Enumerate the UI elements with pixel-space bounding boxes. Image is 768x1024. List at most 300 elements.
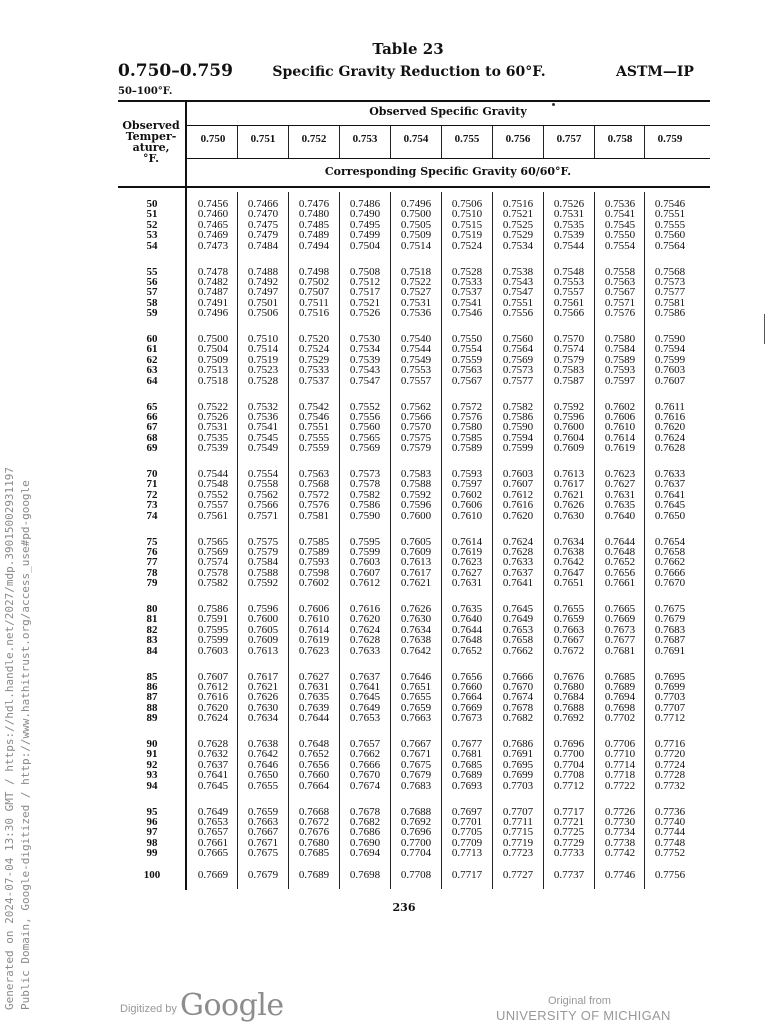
gravity-value-cell: 0.7642	[400, 644, 432, 657]
gravity-value-cell: 0.7640	[604, 509, 636, 522]
temperature-cell: 90	[146, 738, 158, 750]
gravity-value-cell: 0.7569	[349, 442, 381, 455]
gravity-value-cell: 0.7499	[349, 229, 381, 242]
gravity-value-cell: 0.7712	[654, 712, 686, 725]
gravity-value-cell: 0.7624	[197, 712, 229, 725]
gravity-value-cell: 0.7480	[298, 208, 330, 221]
temperature-cell: 78	[146, 566, 158, 579]
gravity-value-cell: 0.7510	[451, 208, 483, 221]
gravity-value-cell: 0.7567	[604, 286, 636, 299]
margin-mark	[764, 314, 765, 344]
gravity-value-cell: 0.7560	[349, 421, 381, 434]
gravity-value-cell: 0.7620	[502, 509, 534, 522]
gravity-value-cell: 0.7546	[451, 307, 483, 320]
gravity-value-cell: 0.7568	[654, 265, 686, 278]
temperature-cell: 96	[146, 815, 158, 828]
gravity-value-cell: 0.7460	[197, 208, 229, 221]
gravity-value-cell: 0.7726	[604, 805, 636, 818]
gravity-value-cell: 0.7488	[247, 265, 279, 278]
gravity-value-cell: 0.7641	[502, 577, 534, 590]
gravity-value-cell: 0.7578	[349, 478, 381, 491]
gravity-value-cell: 0.7568	[298, 478, 330, 491]
gravity-value-cell: 0.7659	[247, 805, 279, 818]
temperature-cell: 82	[146, 623, 158, 636]
gravity-value-cell: 0.7674	[349, 779, 381, 792]
gravity-value-cell: 0.7517	[349, 286, 381, 299]
gravity-value-cell: 0.7558	[604, 265, 636, 278]
gravity-value-cell: 0.7645	[654, 499, 686, 512]
gravity-value-cell: 0.7709	[451, 836, 483, 849]
gravity-value-cell: 0.7614	[451, 535, 483, 548]
gravity-value-cell: 0.7546	[298, 410, 330, 423]
temperature-cell: 97	[146, 826, 158, 839]
column-header: 0.751	[250, 133, 276, 145]
column-header: 0.753	[352, 133, 378, 145]
gravity-value-cell: 0.7691	[654, 644, 686, 657]
gravity-value-cell: 0.7621	[553, 488, 585, 501]
gravity-value-cell: 0.7602	[451, 488, 483, 501]
gravity-value-cell: 0.7672	[298, 815, 330, 828]
gravity-value-cell: 0.7717	[553, 805, 585, 818]
gravity-value-cell: 0.7692	[400, 815, 432, 828]
gravity-value-cell: 0.7641	[197, 769, 229, 782]
gravity-value-cell: 0.7531	[197, 421, 229, 434]
page-title: Specific Gravity Reduction to 60°F.	[272, 64, 546, 80]
temperature-cell: 67	[146, 421, 158, 434]
stamp-line: Generated on 2024-07-04 13:30 GMT / https://hdl.handle.net/2027/mdp.39015002931197	[3, 466, 16, 1010]
gravity-value-cell: 0.7586	[502, 410, 534, 423]
gravity-value-cell: 0.7630	[247, 701, 279, 714]
gravity-value-cell: 0.7656	[604, 566, 636, 579]
temperature-cell: 57	[146, 286, 158, 299]
gravity-value-cell: 0.7669	[197, 869, 229, 881]
column-header-rule	[186, 158, 710, 159]
gravity-value-cell: 0.7491	[197, 296, 229, 309]
gravity-value-cell: 0.7574	[197, 556, 229, 569]
gravity-value-cell: 0.7630	[400, 613, 432, 626]
gravity-value-cell: 0.7686	[349, 826, 381, 839]
temperature-cell: 85	[146, 670, 158, 683]
gravity-value-cell: 0.7596	[553, 410, 585, 423]
gravity-value-cell: 0.7705	[451, 826, 483, 839]
gravity-value-cell: 0.7529	[502, 229, 534, 242]
stamp-line: Public Domain, Google-digitized / http://www.hathitrust.org/access_use#pd-google	[19, 480, 32, 1010]
gravity-value-cell: 0.7644	[451, 623, 483, 636]
gravity-value-cell: 0.7554	[247, 468, 279, 480]
column-header: 0.755	[454, 133, 480, 145]
google-logo: Google	[180, 988, 284, 1023]
gravity-value-cell: 0.7550	[604, 229, 636, 242]
gravity-value-cell: 0.7675	[654, 603, 686, 615]
gravity-value-cell: 0.7563	[451, 364, 483, 377]
gravity-value-cell: 0.7530	[349, 333, 381, 345]
gravity-value-cell: 0.7645	[349, 691, 381, 704]
gravity-value-cell: 0.7534	[502, 239, 534, 252]
column-header: 0.754	[403, 133, 429, 145]
temperature-cell: 51	[146, 208, 158, 221]
gravity-value-cell: 0.7548	[553, 265, 585, 278]
temperature-cell: 99	[146, 847, 158, 860]
gravity-value-cell: 0.7626	[247, 691, 279, 704]
gravity-value-cell: 0.7737	[553, 869, 585, 881]
gravity-value-cell: 0.7492	[247, 275, 279, 288]
gravity-value-cell: 0.7619	[298, 634, 330, 647]
gravity-value-cell: 0.7489	[298, 229, 330, 242]
gravity-value-cell: 0.7612	[197, 680, 229, 693]
gravity-value-cell: 0.7519	[247, 353, 279, 366]
gravity-value-cell: 0.7506	[247, 307, 279, 320]
gravity-value-cell: 0.7645	[197, 779, 229, 792]
gravity-value-cell: 0.7578	[197, 566, 229, 579]
gravity-value-cell: 0.7650	[247, 769, 279, 782]
gravity-value-cell: 0.7607	[502, 478, 534, 491]
gravity-value-cell: 0.7577	[654, 286, 686, 299]
gravity-value-cell: 0.7623	[298, 644, 330, 657]
temperature-cell: 73	[146, 499, 158, 512]
gravity-value-cell: 0.7579	[247, 545, 279, 558]
gravity-value-cell: 0.7498	[298, 265, 330, 278]
gravity-value-cell: 0.7544	[197, 468, 229, 480]
gravity-value-cell: 0.7589	[451, 442, 483, 455]
gravity-value-cell: 0.7663	[400, 712, 432, 725]
header-line: Temper-	[125, 130, 177, 143]
gravity-value-cell: 0.7594	[654, 343, 686, 356]
gravity-value-cell: 0.7637	[349, 670, 381, 683]
temperature-cell: 54	[146, 239, 158, 252]
temperature-cell: 79	[146, 577, 158, 590]
gravity-value-cell: 0.7591	[197, 613, 229, 626]
gravity-value-cell: 0.7528	[247, 374, 279, 387]
gravity-value-cell: 0.7533	[298, 364, 330, 377]
gravity-value-cell: 0.7638	[247, 738, 279, 750]
gravity-value-cell: 0.7603	[654, 364, 686, 377]
gravity-value-cell: 0.7593	[451, 468, 483, 480]
gravity-value-cell: 0.7553	[400, 364, 432, 377]
gravity-value-cell: 0.7572	[451, 400, 483, 413]
gravity-value-cell: 0.7697	[451, 805, 483, 818]
gravity-value-cell: 0.7681	[604, 644, 636, 657]
gravity-value-cell: 0.7671	[400, 748, 432, 761]
gravity-value-cell: 0.7686	[502, 738, 534, 750]
gravity-value-cell: 0.7626	[553, 499, 585, 512]
university-name: UNIVERSITY OF MICHIGAN	[496, 1008, 671, 1023]
gravity-value-cell: 0.7617	[400, 566, 432, 579]
gravity-value-cell: 0.7598	[298, 566, 330, 579]
gravity-value-cell: 0.7654	[654, 535, 686, 548]
gravity-value-cell: 0.7602	[298, 577, 330, 590]
gravity-value-cell: 0.7535	[553, 218, 585, 231]
gravity-value-cell: 0.7690	[349, 836, 381, 849]
gravity-value-cell: 0.7711	[503, 815, 533, 828]
gravity-value-cell: 0.7565	[197, 535, 229, 548]
gravity-value-cell: 0.7632	[197, 748, 229, 761]
gravity-value-cell: 0.7559	[451, 353, 483, 366]
gravity-value-cell: 0.7496	[400, 198, 432, 210]
gravity-value-cell: 0.7670	[349, 769, 381, 782]
gravity-value-cell: 0.7511	[299, 296, 329, 309]
gravity-value-cell: 0.7535	[197, 431, 229, 444]
gravity-value-cell: 0.7567	[451, 374, 483, 387]
gravity-value-cell: 0.7515	[451, 218, 483, 231]
gravity-value-cell: 0.7695	[502, 758, 534, 771]
gravity-value-cell: 0.7465	[197, 218, 229, 231]
gravity-value-cell: 0.7521	[502, 208, 534, 221]
gravity-value-cell: 0.7644	[604, 535, 636, 548]
gravity-value-cell: 0.7722	[604, 779, 636, 792]
temperature-cell: 81	[146, 613, 158, 626]
gravity-value-cell: 0.7576	[604, 307, 636, 320]
gravity-value-cell: 0.7575	[247, 535, 279, 548]
temperature-cell: 55	[146, 265, 158, 278]
gravity-value-cell: 0.7519	[451, 229, 483, 242]
gravity-value-cell: 0.7502	[298, 275, 330, 288]
gravity-value-cell: 0.7699	[654, 680, 686, 693]
gravity-value-cell: 0.7566	[247, 499, 279, 512]
gravity-value-cell: 0.7677	[604, 634, 636, 647]
gravity-value-cell: 0.7631	[298, 680, 330, 693]
gravity-value-cell: 0.7707	[654, 701, 686, 714]
gravity-value-cell: 0.7527	[400, 286, 432, 299]
gravity-value-cell: 0.7496	[197, 307, 229, 320]
gravity-value-cell: 0.7655	[400, 691, 432, 704]
gravity-value-cell: 0.7649	[349, 701, 381, 714]
gravity-value-cell: 0.7621	[247, 680, 279, 693]
temperature-cell: 61	[146, 343, 158, 356]
gravity-value-cell: 0.7653	[349, 712, 381, 725]
gravity-value-cell: 0.7605	[400, 535, 432, 548]
gravity-value-cell: 0.7607	[197, 670, 229, 683]
gravity-value-cell: 0.7526	[349, 307, 381, 320]
gravity-value-cell: 0.7575	[400, 431, 432, 444]
gravity-value-cell: 0.7549	[400, 353, 432, 366]
gravity-value-cell: 0.7590	[502, 421, 534, 434]
gravity-value-cell: 0.7526	[553, 198, 585, 210]
gravity-value-cell: 0.7688	[400, 805, 432, 818]
gravity-value-cell: 0.7582	[349, 488, 381, 501]
gravity-value-cell: 0.7545	[604, 218, 636, 231]
gravity-value-cell: 0.7662	[654, 556, 686, 569]
gravity-value-cell: 0.7586	[654, 307, 686, 320]
gravity-value-cell: 0.7522	[197, 400, 229, 413]
gravity-value-cell: 0.7542	[298, 400, 330, 413]
gravity-value-cell: 0.7537	[298, 374, 330, 387]
temperature-cell: 87	[146, 691, 158, 704]
gravity-value-cell: 0.7633	[349, 644, 381, 657]
temperature-cell: 74	[146, 509, 158, 522]
column-header: 0.758	[607, 133, 633, 145]
gravity-value-cell: 0.7689	[298, 869, 330, 881]
gravity-value-cell: 0.7478	[197, 265, 229, 278]
gravity-value-cell: 0.7661	[604, 577, 636, 590]
gravity-value-cell: 0.7606	[604, 410, 636, 423]
gravity-value-cell: 0.7562	[247, 488, 279, 501]
gravity-value-cell: 0.7672	[553, 644, 585, 657]
gravity-value-cell: 0.7583	[400, 468, 432, 480]
gravity-value-cell: 0.7584	[247, 556, 279, 569]
gravity-value-cell: 0.7545	[247, 431, 279, 444]
gravity-value-cell: 0.7748	[654, 836, 686, 849]
gravity-value-cell: 0.7662	[349, 748, 381, 761]
gravity-value-cell: 0.7652	[451, 644, 483, 657]
header-line: °F.	[142, 152, 160, 165]
gravity-value-cell: 0.7604	[553, 431, 585, 444]
gravity-value-cell: 0.7675	[400, 758, 432, 771]
gravity-value-cell: 0.7633	[654, 468, 686, 480]
temperature-cell: 65	[146, 400, 158, 413]
gravity-value-cell: 0.7752	[654, 847, 686, 860]
gravity-value-cell: 0.7688	[553, 701, 585, 714]
gravity-value-cell: 0.7666	[349, 758, 381, 771]
gravity-value-cell: 0.7734	[604, 826, 636, 839]
gravity-value-cell: 0.7500	[197, 333, 229, 345]
gravity-value-cell: 0.7641	[349, 680, 381, 693]
gravity-value-cell: 0.7642	[247, 748, 279, 761]
gravity-value-cell: 0.7641	[654, 488, 686, 501]
gravity-value-cell: 0.7637	[502, 566, 534, 579]
gravity-value-cell: 0.7540	[400, 333, 432, 345]
gravity-value-cell: 0.7600	[553, 421, 585, 434]
original-from-label: Original from	[548, 995, 611, 1007]
gravity-value-cell: 0.7627	[604, 478, 636, 491]
gravity-value-cell: 0.7685	[451, 758, 483, 771]
temperature-cell: 72	[146, 488, 158, 501]
gravity-value-cell: 0.7561	[197, 509, 229, 522]
gravity-value-cell: 0.7631	[604, 488, 636, 501]
gravity-value-cell: 0.7651	[400, 680, 432, 693]
gravity-value-cell: 0.7670	[654, 577, 686, 590]
gravity-value-cell: 0.7694	[349, 847, 381, 860]
gravity-value-cell: 0.7536	[400, 307, 432, 320]
gravity-value-cell: 0.7546	[654, 198, 686, 210]
gravity-value-cell: 0.7649	[502, 613, 534, 626]
gravity-value-cell: 0.7573	[654, 275, 686, 288]
gravity-value-cell: 0.7682	[349, 815, 381, 828]
gravity-value-cell: 0.7587	[553, 374, 585, 387]
gravity-value-cell: 0.7699	[502, 769, 534, 782]
gravity-value-cell: 0.7533	[451, 275, 483, 288]
gravity-value-cell: 0.7698	[604, 701, 636, 714]
gravity-value-cell: 0.7541	[247, 421, 279, 434]
gravity-value-cell: 0.7562	[400, 400, 432, 413]
gravity-value-cell: 0.7708	[400, 869, 432, 881]
temperature-cell: 95	[146, 805, 158, 818]
gravity-value-cell: 0.7509	[197, 353, 229, 366]
gravity-value-cell: 0.7708	[553, 769, 585, 782]
gravity-value-cell: 0.7579	[400, 442, 432, 455]
gravity-value-cell: 0.7557	[400, 374, 432, 387]
gravity-value-cell: 0.7669	[451, 701, 483, 714]
gravity-value-cell: 0.7623	[451, 556, 483, 569]
gravity-value-cell: 0.7679	[400, 769, 432, 782]
gravity-value-cell: 0.7704	[400, 847, 432, 860]
gravity-value-cell: 0.7586	[197, 603, 229, 615]
gravity-value-cell: 0.7607	[654, 374, 686, 387]
observed-specific-gravity-header: Observed Specific Gravity	[369, 105, 527, 118]
gravity-value-cell: 0.7706	[604, 738, 636, 750]
gravity-value-cell: 0.7665	[604, 603, 636, 615]
gravity-value-cell: 0.7756	[654, 869, 686, 881]
gravity-value-cell: 0.7576	[298, 499, 330, 512]
gravity-value-cell: 0.7547	[349, 374, 381, 387]
gravity-value-cell: 0.7563	[604, 275, 636, 288]
gravity-value-cell: 0.7687	[654, 634, 686, 647]
gravity-value-cell: 0.7678	[349, 805, 381, 818]
gravity-value-cell: 0.7694	[604, 691, 636, 704]
gravity-value-cell: 0.7551	[654, 208, 686, 221]
gravity-value-cell: 0.7573	[349, 468, 381, 480]
gravity-value-cell: 0.7544	[553, 239, 585, 252]
gravity-value-cell: 0.7664	[451, 691, 483, 704]
gravity-value-cell: 0.7504	[349, 239, 381, 252]
gravity-value-cell: 0.7536	[604, 198, 636, 210]
gravity-value-cell: 0.7590	[349, 509, 381, 522]
gravity-value-cell: 0.7667	[247, 826, 279, 839]
gravity-value-cell: 0.7685	[298, 847, 330, 860]
gravity-value-cell: 0.7571	[247, 509, 279, 522]
gravity-value-cell: 0.7541	[604, 208, 636, 221]
gravity-value-cell: 0.7594	[502, 431, 534, 444]
gravity-value-cell: 0.7561	[553, 296, 585, 309]
gravity-value-cell: 0.7466	[247, 198, 279, 210]
temperature-cell: 92	[146, 758, 158, 771]
gravity-value-cell: 0.7513	[197, 364, 229, 377]
gravity-value-cell: 0.7730	[604, 815, 636, 828]
gravity-value-cell: 0.7573	[502, 364, 534, 377]
gravity-value-cell: 0.7490	[349, 208, 381, 221]
gravity-value-cell: 0.7635	[604, 499, 636, 512]
gravity-value-cell: 0.7613	[400, 556, 432, 569]
gravity-value-cell: 0.7695	[654, 670, 686, 683]
temperature-cell: 89	[146, 712, 158, 725]
temperature-cell: 50	[146, 198, 158, 210]
gravity-value-cell: 0.7613	[553, 468, 585, 480]
gravity-value-cell: 0.7560	[502, 333, 534, 345]
gravity-value-cell: 0.7727	[502, 869, 534, 881]
gravity-value-cell: 0.7611	[655, 400, 685, 413]
gravity-value-cell: 0.7609	[247, 634, 279, 647]
gravity-value-cell: 0.7619	[604, 442, 636, 455]
gravity-value-cell: 0.7648	[604, 545, 636, 558]
gravity-value-cell: 0.7666	[654, 566, 686, 579]
temperature-cell: 76	[146, 545, 158, 558]
gravity-value-cell: 0.7684	[553, 691, 585, 704]
gravity-value-cell: 0.7691	[502, 748, 534, 761]
gravity-value-cell: 0.7683	[654, 623, 686, 636]
gravity-value-cell: 0.7646	[247, 758, 279, 771]
gravity-value-cell: 0.7609	[400, 545, 432, 558]
standard-label: ASTM—IP	[616, 64, 694, 80]
gravity-value-cell: 0.7624	[502, 535, 534, 548]
gravity-value-cell: 0.7596	[400, 499, 432, 512]
gravity-value-cell: 0.7524	[451, 239, 483, 252]
gravity-value-cell: 0.7623	[604, 468, 636, 480]
gravity-value-cell: 0.7681	[451, 748, 483, 761]
gravity-value-cell: 0.7659	[553, 613, 585, 626]
gravity-value-cell: 0.7521	[349, 296, 381, 309]
gravity-value-cell: 0.7655	[247, 779, 279, 792]
gravity-value-cell: 0.7505	[400, 218, 432, 231]
gravity-value-cell: 0.7609	[553, 442, 585, 455]
gravity-value-cell: 0.7707	[502, 805, 534, 818]
gravity-value-cell: 0.7552	[349, 400, 381, 413]
gravity-value-cell: 0.7746	[604, 869, 636, 881]
gravity-value-cell: 0.7653	[197, 815, 229, 828]
temperature-cell: 83	[146, 634, 158, 647]
gravity-value-cell: 0.7626	[400, 603, 432, 615]
gravity-value-cell: 0.7614	[604, 431, 636, 444]
gravity-value-cell: 0.7510	[247, 333, 279, 345]
gravity-value-cell: 0.7597	[451, 478, 483, 491]
